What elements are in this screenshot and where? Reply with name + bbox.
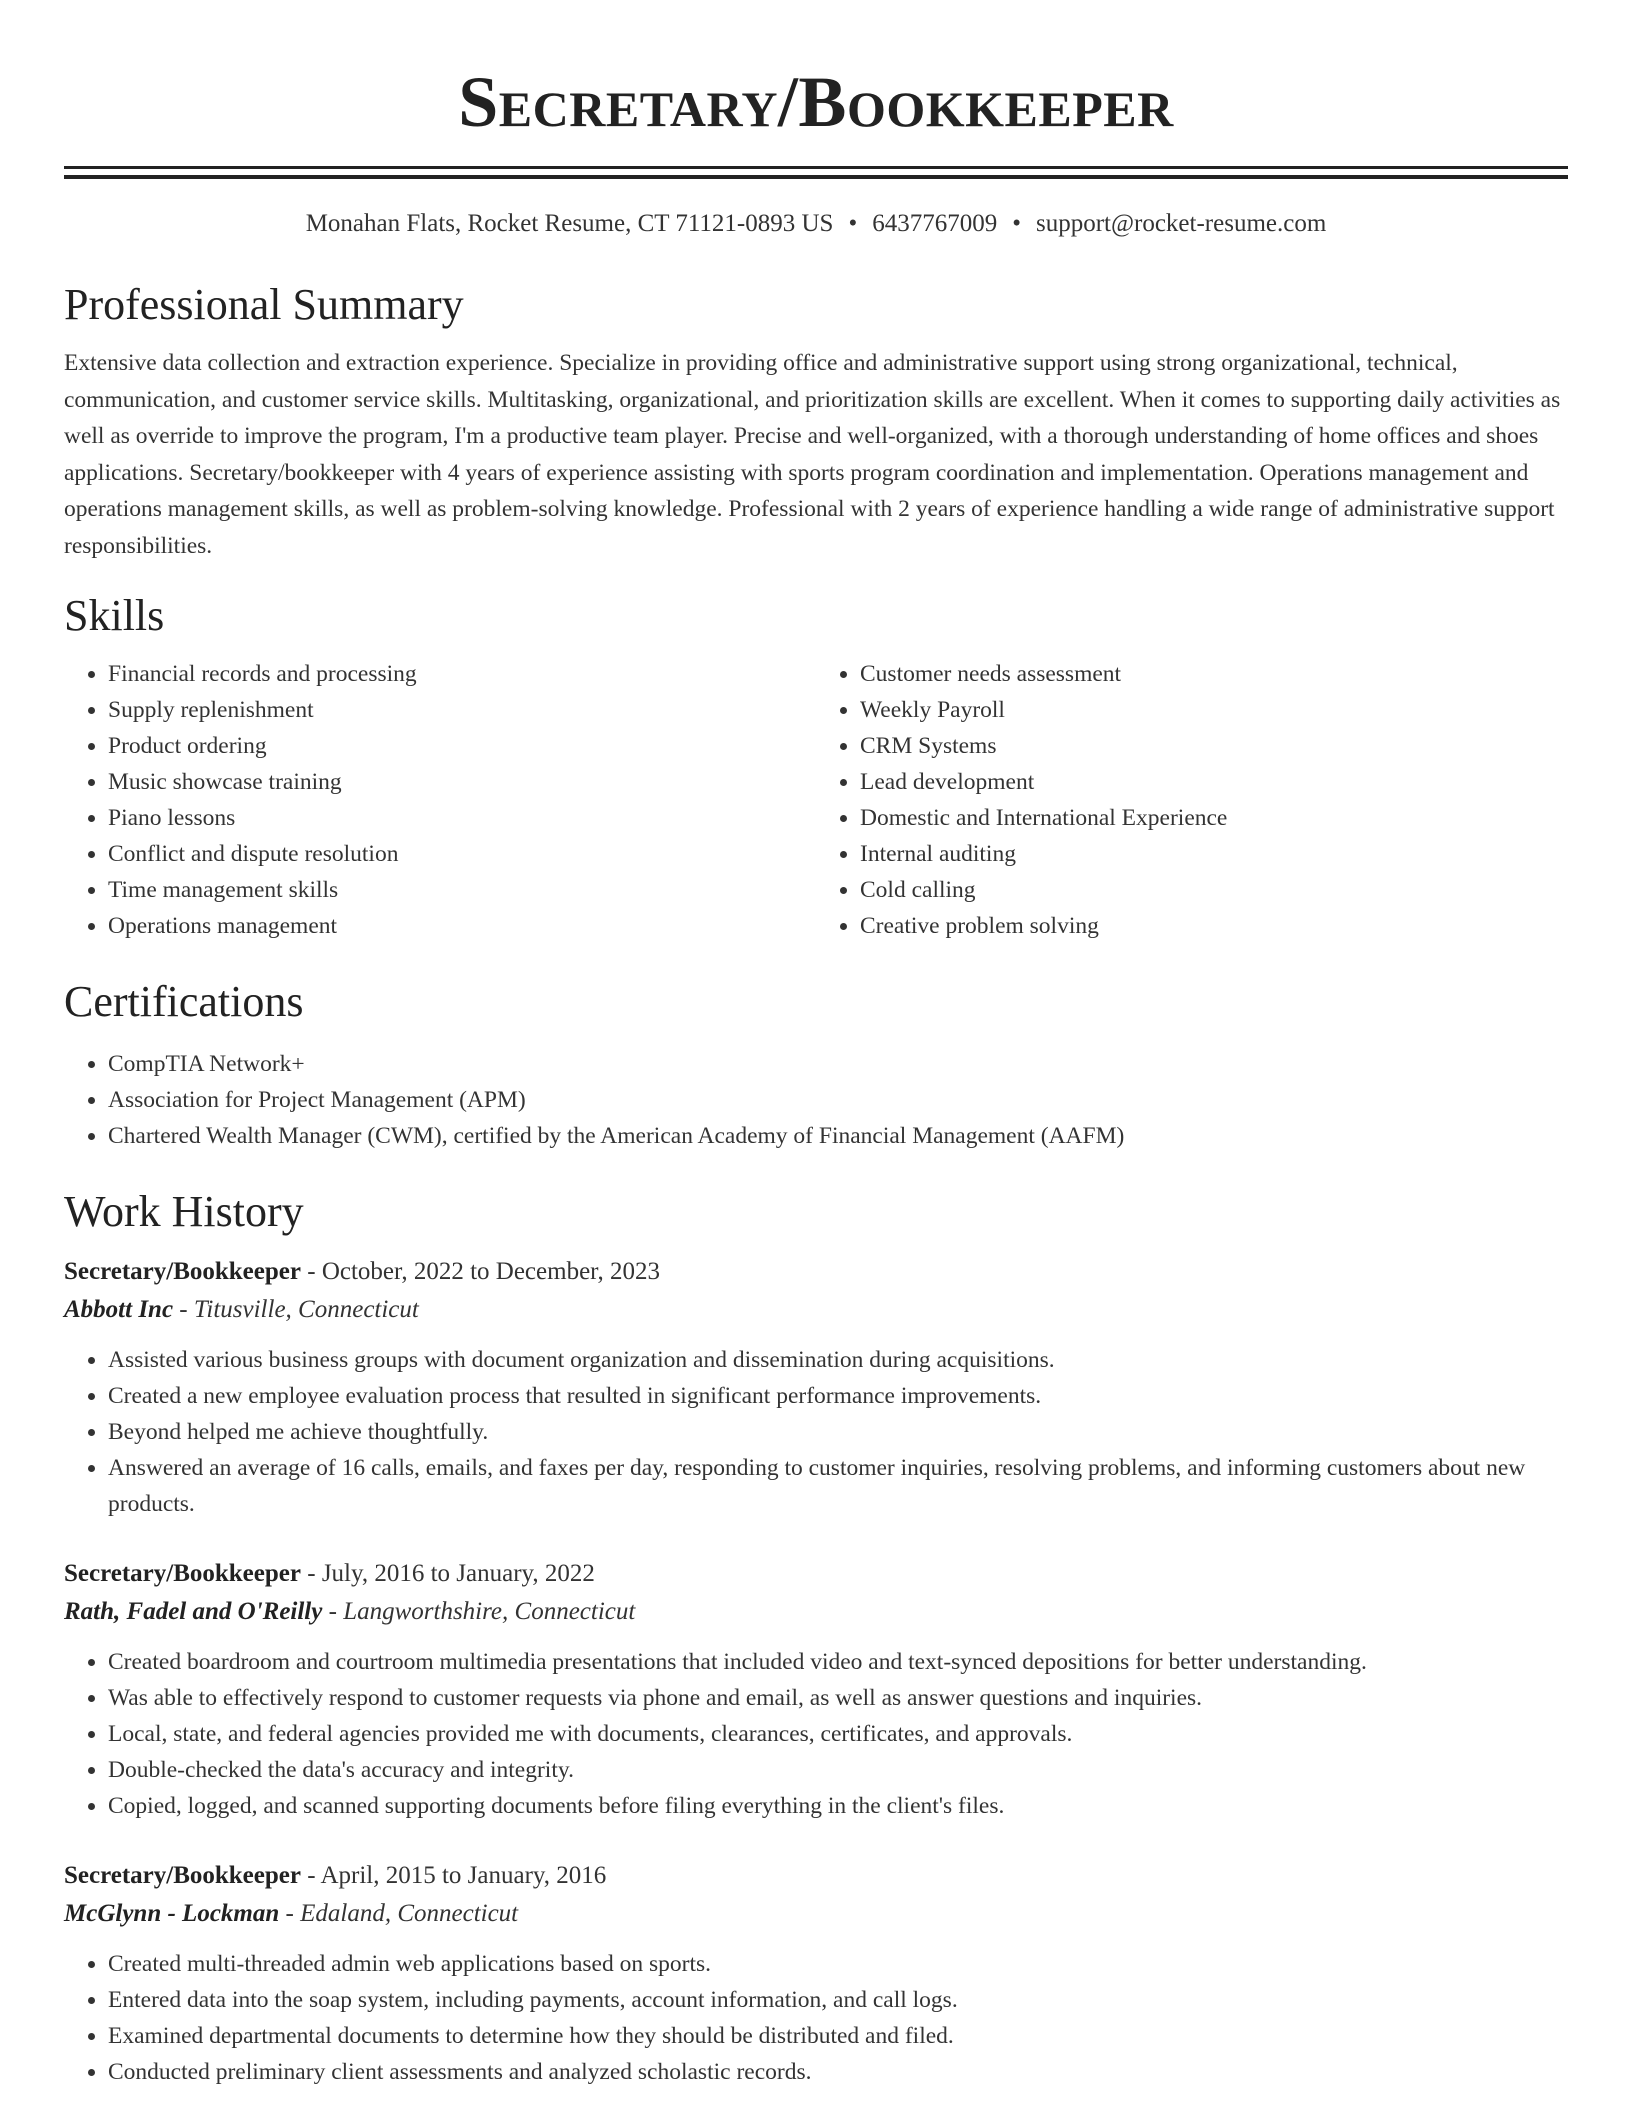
skill-item: • Music showcase training [108,764,816,800]
contact-separator: • [1012,210,1021,237]
contact-line [64,209,1568,239]
job-company-line [64,1894,1568,1934]
job-title-line [64,1556,1568,1592]
job-dash: - [307,1862,316,1889]
skill-item: • Lead development [860,764,1568,800]
job-bullet: • Examined departmental documents to determine how they should be distributed and filed. [108,2018,1568,2054]
job-bullet: • Local, state, and federal agencies provided me with documents, clearances, certificates, and approvals. [108,1716,1568,1752]
job-bullet: • Created multi-threaded admin web applications based on sports. [108,1946,1568,1982]
skills-list-right [816,656,1568,944]
certifications-list [64,1046,1568,1154]
resume-page [64,0,1568,2090]
job-bullet: • Was able to effectively respond to customer requests via phone and email, as well as answer questions and inquiries. [108,1680,1568,1716]
certification-item: • Association for Project Management (APM) [108,1082,1568,1118]
job-bullets [64,1644,1568,1824]
job-bullets [64,1946,1568,2090]
summary-heading: Professional Summary [64,280,464,329]
job-company-line [64,1290,1568,1330]
job-title: Secretary/Bookkeeper [64,1862,301,1889]
contact-separator: • [848,210,858,237]
job-bullet: • Entered data into the soap system, including payments, account information, and call logs. [108,1982,1568,2018]
job-entry [64,1556,1568,1824]
job-bullets [64,1342,1568,1522]
job-location: Langworthshire, Connecticut [343,1598,636,1625]
skills-list-left [64,656,816,944]
job-dash: - [307,1258,316,1285]
job-dash: - [307,1560,316,1587]
job-company-line [64,1592,1568,1632]
job-bullet: • Created a new employee evaluation process that resulted in significant performance improvements. [108,1378,1568,1414]
skill-item: • Conflict and dispute resolution [108,836,816,872]
contact-address: Monahan Flats, Rocket Resume, CT 71121-0893 US [305,210,834,237]
job-bullet: • Beyond helped me achieve thoughtfully. [108,1414,1568,1450]
skills-columns [64,656,1568,944]
skill-item: • Product ordering [108,728,816,764]
skill-item: • Operations management [108,908,816,944]
job-dash: - [179,1296,188,1323]
skill-item: • Creative problem solving [860,908,1568,944]
certifications-heading: Certifications [64,977,304,1026]
job-bullet: • Assisted various business groups with document organization and dissemination during acquisitions. [108,1342,1568,1378]
job-company: Rath, Fadel and O'Reilly [64,1598,323,1625]
certification-item: • CompTIA Network+ [108,1046,1568,1082]
job-dash: - [285,1900,294,1927]
job-company: McGlynn - Lockman [64,1900,280,1927]
skill-item: • Domestic and International Experience [860,800,1568,836]
summary-text: Extensive data collection and extraction experience. Specialize in providing office and administrative support using strong organizational, technical, communication, and customer service skills. Multitasking, organizational, and prioritization skills are excellent. When it comes to supporting daily activities as well as override to improve the program, I'm a productive team player. Precise and well-organized, with a thorough understanding of home offices and shoes applications. Secretary/bookkeeper with 4 years of experience assisting with sports program coordination and implementation. Operations management and operations management skills, as well as problem-solving knowledge. Professional with 2 years of experience handling a wide range of administrative support responsibilities. [64,350,1561,559]
job-company: Abbott Inc [64,1296,174,1323]
job-bullet: • Copied, logged, and scanned supporting documents before filing everything in the client's files. [108,1788,1568,1824]
skill-item: • Piano lessons [108,800,816,836]
job-title-line [64,1254,1568,1290]
job-bullet: • Answered an average of 16 calls, emails, and faxes per day, responding to customer inquiries, resolving problems, and informing customers about new products. [108,1450,1568,1522]
job-dash: - [328,1598,337,1625]
job-bullet: • Double-checked the data's accuracy and integrity. [108,1752,1568,1788]
job-entry [64,1254,1568,1522]
skills-heading: Skills [64,591,165,640]
skill-item: • Internal auditing [860,836,1568,872]
skill-item: • Financial records and processing [108,656,816,692]
header-rule-top [64,166,1568,169]
skill-item: • CRM Systems [860,728,1568,764]
job-entry [64,1858,1568,2090]
header-rule-bottom [64,175,1568,179]
certification-item: • Chartered Wealth Manager (CWM), certified by the American Academy of Financial Management (AAFM) [108,1118,1568,1154]
job-dates: July, 2016 to January, 2022 [321,1560,595,1587]
work-history-heading: Work History [64,1187,304,1236]
job-location: Titusville, Connecticut [193,1296,419,1323]
skill-item: • Weekly Payroll [860,692,1568,728]
contact-phone: 6437767009 [872,210,998,237]
job-title: Secretary/Bookkeeper [64,1560,301,1587]
job-dates: October, 2022 to December, 2023 [321,1258,660,1285]
job-bullet: • Created boardroom and courtroom multimedia presentations that included video and text-synced depositions for better understanding. [108,1644,1568,1680]
contact-email: support@rocket-resume.com [1035,210,1327,237]
skill-item: • Cold calling [860,872,1568,908]
skill-item: • Time management skills [108,872,816,908]
job-bullet: • Conducted preliminary client assessments and analyzed scholastic records. [108,2054,1568,2090]
skill-item: • Supply replenishment [108,692,816,728]
job-title: Secretary/Bookkeeper [64,1258,301,1285]
job-location: Edaland, Connecticut [300,1900,519,1927]
resume-name: Secretary/Bookkeeper [458,62,1174,142]
skill-item: • Customer needs assessment [860,656,1568,692]
job-title-line [64,1858,1568,1894]
job-dates: April, 2015 to January, 2016 [320,1862,607,1889]
